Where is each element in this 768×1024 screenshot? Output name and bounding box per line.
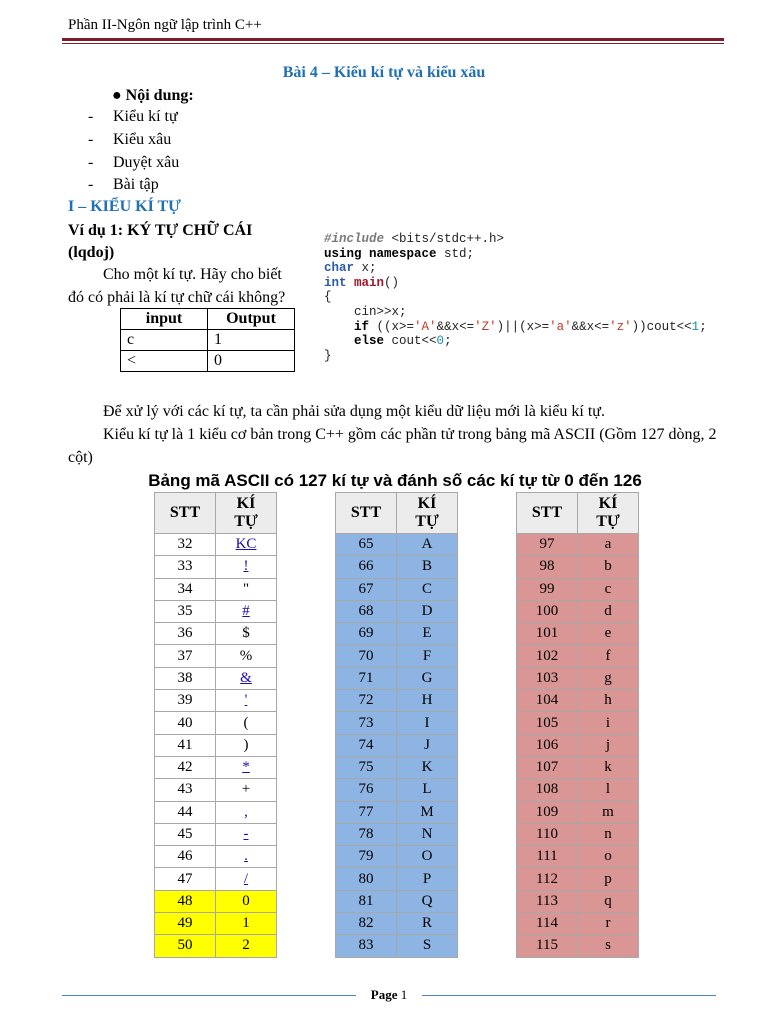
ascii-char-cell: s (578, 935, 639, 957)
ascii-header-cell: STT (155, 493, 216, 534)
footer-rule-right (422, 995, 716, 996)
ascii-header-cell: STT (336, 493, 397, 534)
ascii-code-cell: 103 (517, 667, 578, 689)
char-link[interactable]: & (240, 669, 252, 686)
content-heading: ● Nội dung: (112, 87, 194, 104)
io-table (120, 308, 295, 372)
table-row (155, 623, 277, 645)
ascii-table-title: Bảng mã ASCII có 127 kí tự và đánh số các kí tự từ 0 đến 126 (148, 471, 642, 490)
ascii-code-cell: 72 (336, 690, 397, 712)
ascii-code-cell: 39 (155, 690, 216, 712)
table-row (517, 846, 639, 868)
table-row (336, 534, 458, 556)
ascii-char-cell: r (578, 913, 639, 935)
table-row (517, 890, 639, 912)
ascii-char-cell: $ (216, 623, 277, 645)
example-text-line2: đó có phải là kí tự chữ cái không? (68, 289, 286, 306)
ascii-char-cell: n (578, 823, 639, 845)
ascii-code-cell: 47 (155, 868, 216, 890)
paragraph: Để xử lý với các kí tự, ta cần phải sửa dụng một kiểu dữ liệu mới là kiểu kí tự. (103, 403, 605, 420)
ascii-char-cell: P (397, 868, 458, 890)
table-row (517, 779, 639, 801)
ascii-code-cell: 49 (155, 913, 216, 935)
ascii-header-cell: KÍ TỰ (578, 493, 639, 534)
io-cell: < (121, 351, 208, 372)
ascii-code-cell: 77 (336, 801, 397, 823)
table-row (155, 890, 277, 912)
table-row (155, 846, 277, 868)
ascii-code-cell: 109 (517, 801, 578, 823)
table-row (336, 556, 458, 578)
ascii-code-cell: 115 (517, 935, 578, 957)
ascii-char-cell: e (578, 623, 639, 645)
table-row (336, 690, 458, 712)
table-row (155, 868, 277, 890)
ascii-code-cell: 71 (336, 667, 397, 689)
table-row (517, 645, 639, 667)
table-row (336, 823, 458, 845)
ascii-char-cell: m (578, 801, 639, 823)
ascii-code-cell: 35 (155, 600, 216, 622)
paragraph: Kiểu kí tự là 1 kiểu cơ bản trong C++ gồm các phần tử trong bảng mã ASCII (Gồm 127 dòng, 2 cột) (68, 426, 717, 466)
ascii-code-cell: 101 (517, 623, 578, 645)
table-row (155, 913, 277, 935)
ascii-code-cell: 50 (155, 935, 216, 957)
ascii-code-cell: 76 (336, 779, 397, 801)
table-row (517, 823, 639, 845)
header-rule-thick (62, 38, 724, 41)
ascii-char-cell: i (578, 712, 639, 734)
table-row (517, 935, 639, 957)
char-link[interactable]: - (243, 826, 249, 842)
ascii-char-cell: E (397, 623, 458, 645)
table-row (336, 890, 458, 912)
ascii-char-cell: M (397, 801, 458, 823)
table-row (155, 756, 277, 778)
ascii-char-cell: b (578, 556, 639, 578)
table-row (155, 935, 277, 957)
ascii-char-cell: + (216, 779, 277, 801)
table-row (336, 667, 458, 689)
table-row (517, 801, 639, 823)
ascii-char-cell: R (397, 913, 458, 935)
table-row (517, 623, 639, 645)
table-row (155, 779, 277, 801)
io-header-input: input (121, 309, 208, 330)
table-row (336, 734, 458, 756)
lesson-title: Bài 4 – Kiểu kí tự và kiểu xâu (282, 64, 486, 81)
table-row (155, 823, 277, 845)
ascii-char-cell (216, 534, 277, 556)
table-row (517, 578, 639, 600)
table-row (517, 868, 639, 890)
ascii-char-cell: c (578, 578, 639, 600)
table-row (336, 779, 458, 801)
ascii-code-cell: 40 (155, 712, 216, 734)
ascii-char-cell: C (397, 578, 458, 600)
ascii-code-cell: 67 (336, 578, 397, 600)
ascii-char-cell: l (578, 779, 639, 801)
ascii-code-cell: 69 (336, 623, 397, 645)
table-row (517, 913, 639, 935)
ascii-code-cell: 98 (517, 556, 578, 578)
ascii-code-cell: 108 (517, 779, 578, 801)
ascii-code-cell: 81 (336, 890, 397, 912)
example-title: Ví dụ 1: KÝ TỰ CHỮ CÁI (lqdoj) (68, 222, 253, 261)
table-row (155, 734, 277, 756)
ascii-code-cell: 33 (155, 556, 216, 578)
ascii-char-cell: g (578, 667, 639, 689)
table-row (336, 756, 458, 778)
ascii-code-cell: 111 (517, 846, 578, 868)
ascii-code-cell: 110 (517, 823, 578, 845)
ascii-code-cell: 80 (336, 868, 397, 890)
ascii-char-cell: F (397, 645, 458, 667)
table-row (155, 600, 277, 622)
ascii-char-cell (216, 823, 277, 845)
bullet-item: - Kiểu kí tự (88, 108, 178, 125)
ascii-char-cell: f (578, 645, 639, 667)
ascii-code-cell: 70 (336, 645, 397, 667)
char-link[interactable]: / (243, 870, 249, 887)
ascii-code-cell: 42 (155, 756, 216, 778)
io-cell: c (121, 330, 208, 351)
table-row (155, 690, 277, 712)
ascii-header-cell: KÍ TỰ (216, 493, 277, 534)
char-link[interactable]: * (242, 759, 250, 776)
io-cell: 0 (208, 351, 295, 372)
ascii-char-cell: p (578, 868, 639, 890)
ascii-char-cell: ( (216, 712, 277, 734)
table-row (336, 600, 458, 622)
ascii-code-cell: 102 (517, 645, 578, 667)
table-row (517, 600, 639, 622)
ascii-char-cell: d (578, 600, 639, 622)
ascii-char-cell: N (397, 823, 458, 845)
ascii-code-cell: 112 (517, 868, 578, 890)
ascii-code-cell: 73 (336, 712, 397, 734)
char-link[interactable]: # (242, 603, 250, 620)
ascii-code-cell: 38 (155, 667, 216, 689)
ascii-char-cell: k (578, 756, 639, 778)
ascii-code-cell: 68 (336, 600, 397, 622)
ascii-char-cell: ) (216, 734, 277, 756)
ascii-header-cell: KÍ TỰ (397, 493, 458, 534)
table-row (336, 712, 458, 734)
table-row (517, 712, 639, 734)
example-text-line1: Cho một kí tự. Hãy cho biết (103, 266, 282, 283)
bullet-item: - Kiểu xâu (88, 131, 172, 148)
io-cell: 1 (208, 330, 295, 351)
page-header: Phần II-Ngôn ngữ lập trình C++ (68, 17, 262, 33)
ascii-char-cell: h (578, 690, 639, 712)
char-link[interactable]: , (244, 803, 248, 820)
ascii-char-cell: H (397, 690, 458, 712)
ascii-code-cell: 65 (336, 534, 397, 556)
ascii-code-cell: 36 (155, 623, 216, 645)
ascii-code-cell: 97 (517, 534, 578, 556)
char-link[interactable]: ! (243, 558, 249, 575)
ascii-char-cell: O (397, 846, 458, 868)
ascii-char-cell: Q (397, 890, 458, 912)
ascii-char-cell: o (578, 846, 639, 868)
table-row (155, 712, 277, 734)
char-link[interactable]: ' (244, 692, 248, 709)
ascii-char-cell (216, 756, 277, 778)
table-row (336, 645, 458, 667)
ascii-char-cell: a (578, 534, 639, 556)
ascii-char-cell: S (397, 935, 458, 957)
ascii-char-cell (216, 600, 277, 622)
table-row (517, 667, 639, 689)
table-row (517, 756, 639, 778)
bullet-item: - Bài tập (88, 176, 159, 193)
table-row (155, 667, 277, 689)
ascii-char-cell: L (397, 779, 458, 801)
table-row (336, 935, 458, 957)
ascii-char-cell (216, 556, 277, 578)
table-row (336, 868, 458, 890)
page-number: Page 1 (370, 987, 408, 1002)
ascii-code-cell: 74 (336, 734, 397, 756)
ascii-char-cell (216, 690, 277, 712)
ascii-char-cell (216, 801, 277, 823)
code-block: #include <bits/stdc++.h> using namespace std; char x; int main() { cin>>x; if ((x>='A'&&x<='Z')||(x>='a'&&x<='z'))cout<<1; else cout<<0; } (324, 232, 707, 363)
io-header-output: Output (208, 309, 295, 330)
ascii-code-cell: 78 (336, 823, 397, 845)
table-row (517, 534, 639, 556)
ascii-code-cell: 106 (517, 734, 578, 756)
section-heading: I – KIỂU KÍ TỰ (68, 198, 181, 215)
ascii-char-cell: " (216, 578, 277, 600)
ascii-code-cell: 105 (517, 712, 578, 734)
ascii-code-cell: 113 (517, 890, 578, 912)
table-row (336, 913, 458, 935)
ascii-char-cell: % (216, 645, 277, 667)
ascii-code-cell: 79 (336, 846, 397, 868)
ascii-char-cell: 0 (216, 890, 277, 912)
table-row (336, 578, 458, 600)
ascii-char-cell: G (397, 667, 458, 689)
ascii-code-cell: 107 (517, 756, 578, 778)
ascii-char-cell: q (578, 890, 639, 912)
table-row (155, 801, 277, 823)
ascii-code-cell: 100 (517, 600, 578, 622)
ascii-char-cell: D (397, 600, 458, 622)
table-row (155, 556, 277, 578)
ascii-code-cell: 44 (155, 801, 216, 823)
ascii-code-cell: 46 (155, 846, 216, 868)
ascii-code-cell: 34 (155, 578, 216, 600)
ascii-table-1 (154, 492, 277, 958)
footer-rule-left (62, 995, 356, 996)
ascii-code-cell: 82 (336, 913, 397, 935)
table-row (155, 534, 277, 556)
ascii-code-cell: 83 (336, 935, 397, 957)
char-link[interactable]: . (244, 848, 248, 865)
ascii-char-cell: 1 (216, 913, 277, 935)
ascii-char-cell: A (397, 534, 458, 556)
table-row (155, 578, 277, 600)
table-row (517, 690, 639, 712)
ascii-table-3 (516, 492, 639, 958)
ascii-char-cell: j (578, 734, 639, 756)
char-link[interactable]: KC (235, 536, 257, 553)
ascii-code-cell: 32 (155, 534, 216, 556)
ascii-table-2 (335, 492, 458, 958)
table-row (336, 846, 458, 868)
bullet-item: - Duyệt xâu (88, 154, 180, 171)
ascii-char-cell (216, 846, 277, 868)
ascii-code-cell: 114 (517, 913, 578, 935)
table-row (336, 623, 458, 645)
table-row (155, 645, 277, 667)
ascii-code-cell: 41 (155, 734, 216, 756)
header-rule-thin (62, 43, 724, 44)
ascii-code-cell: 37 (155, 645, 216, 667)
ascii-code-cell: 75 (336, 756, 397, 778)
ascii-char-cell: K (397, 756, 458, 778)
ascii-code-cell: 48 (155, 890, 216, 912)
ascii-char-cell: B (397, 556, 458, 578)
ascii-char-cell: I (397, 712, 458, 734)
ascii-code-cell: 104 (517, 690, 578, 712)
ascii-code-cell: 66 (336, 556, 397, 578)
table-row (517, 556, 639, 578)
ascii-char-cell (216, 868, 277, 890)
ascii-char-cell (216, 667, 277, 689)
ascii-code-cell: 43 (155, 779, 216, 801)
table-row (336, 801, 458, 823)
table-row (517, 734, 639, 756)
ascii-char-cell: 2 (216, 935, 277, 957)
body-text (68, 400, 728, 469)
ascii-code-cell: 45 (155, 823, 216, 845)
ascii-header-cell: STT (517, 493, 578, 534)
ascii-code-cell: 99 (517, 578, 578, 600)
ascii-char-cell: J (397, 734, 458, 756)
